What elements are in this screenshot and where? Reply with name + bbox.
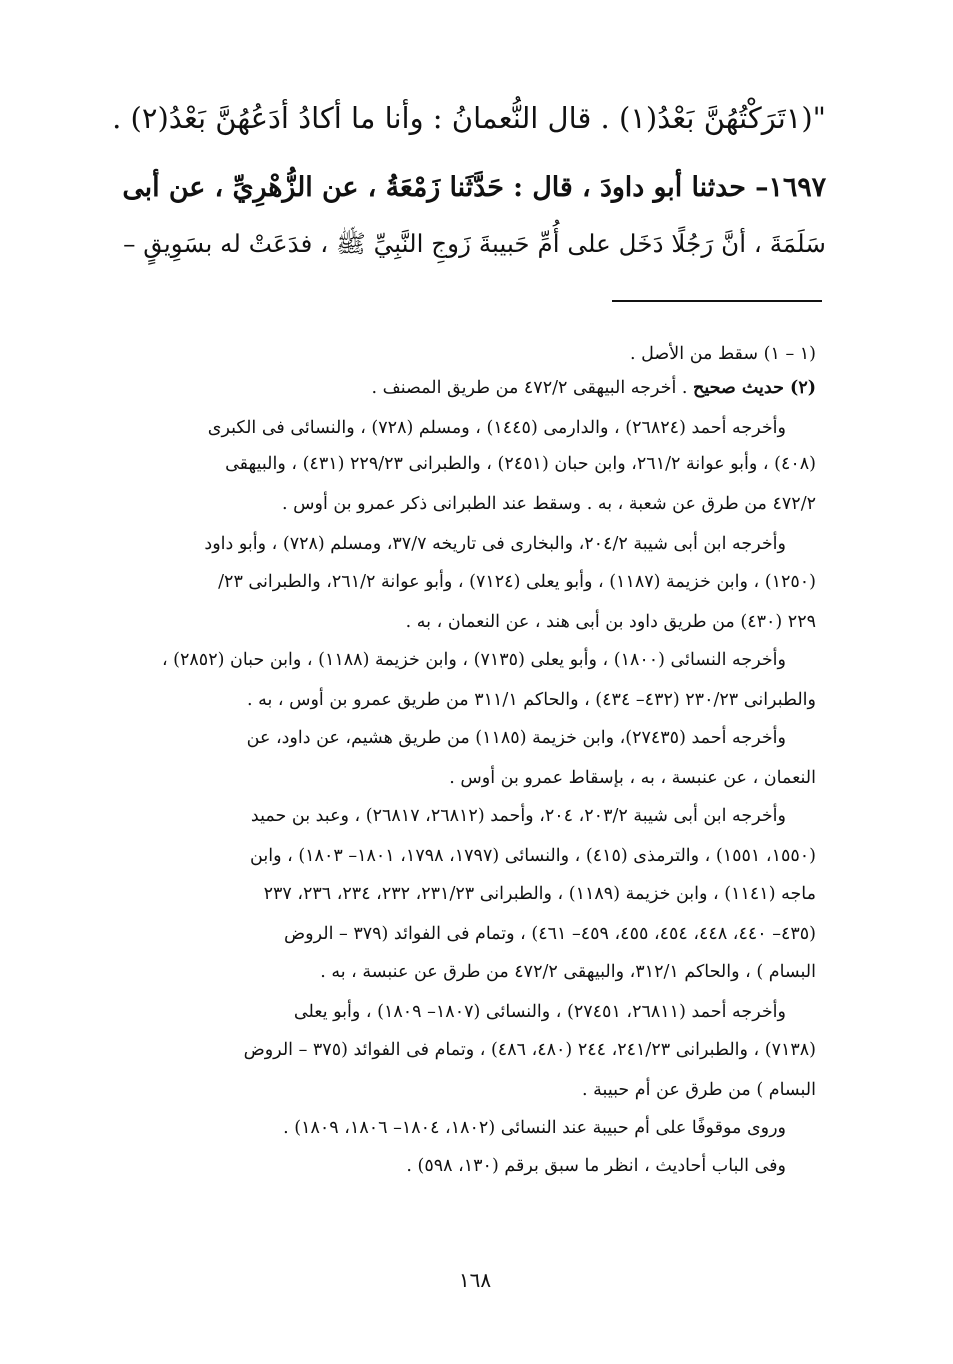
footnote-line: وروى موقوفًا على أم حبيبة عند النسائى (١٨٠٢، ١٨٠٤– ١٨٠٦، ١٨٠٩) . (283, 1118, 786, 1138)
footnote-line: وفى الباب أحاديث ، انظر ما سبق برقم (١٣٠، ٥٩٨) . (406, 1156, 786, 1176)
footnote-line: وأخرجه النسائى (١٨٠٠) ، وأبو يعلى (٧١٣٥) ، وابن خزيمة (١١٨٨) ، وابن حبان (٢٨٥٢) ، (161, 650, 786, 670)
footnote-line: (٤٠٨) ، وأبو عوانة ٢٦١/٢، وابن حبان (٢٤٥١) ، والطبرانى ٢٢٩/٢٣ (٤٣١) ، والبيهقى (225, 454, 816, 474)
footnote-line: وأخرجه ابن أبى شيبة ٢٠٤/٢، والبخارى فى تاريخه ٣٧/٧، ومسلم (٧٢٨) ، وأبو داود (204, 534, 786, 554)
footnote-2 (100, 376, 816, 400)
footnote-line: النعمان ، عن عنبسة ، به ، بإسقاط عمرو بن أوس . (449, 768, 816, 788)
main-text-line-1: "(١تَرَكْتُهُنَّ بَعْدُ(١) . قال النُّعمانُ : وأنا ما أكادُ أدَعُهُنَّ بَعْدُ(٢) . (112, 101, 826, 135)
footnote-line: البسام ) من طرق عن أم حبيبة . (582, 1080, 816, 1100)
footnote-line: ٤٧٢/٢ من طرق عن شعبة ، به . وسقط عند الطبرانى ذكر عمرو بن أوس . (282, 494, 816, 514)
footnote-line: ماجه (١١٤١) ، وابن خزيمة (١١٨٩) ، والطبرانى ٢٣١/٢٣، ٢٣٢، ٢٣٤، ٢٣٦، ٢٣٧ (263, 884, 816, 904)
footnote-line: البسام ) ، والحاكم ٣١٢/١، والبيهقى ٤٧٢/٢ من طرق عن عنبسة ، به . (320, 962, 816, 982)
footnote-line: ٢٢٩ (٤٣٠) من طريق داود بن أبى هند ، عن النعمان ، به . (405, 612, 816, 632)
footnote-line: (٤٣٥– ٤٤٠، ٤٤٨، ٤٥٤، ٤٥٥، ٤٥٩– ٤٦١) ، وتمام فى الفوائد (٣٧٩ – الروض (283, 924, 816, 944)
footnote-1: (١ – ١) سقط من الأصل . (630, 344, 816, 364)
footnote-line: (١٥٥٠، ١٥٥١) ، والترمذى (٤١٥) ، والنسائى (١٧٩٧، ١٧٩٨، ١٨٠١– ١٨٠٣) ، وابن (250, 846, 816, 866)
main-text-line-3: سَلَمَةَ ، أنَّ رَجُلًا دَخَل على أُمِّ حَبيبةَ زَوجِ النَّبِيِّ ﷺ ، فدَعَتْ له بسَوِيقٍ – (123, 229, 826, 258)
hadith-text-start: حدثنا أبو داودَ ، قال : حَدَّثَنا زَمْعَةُ ، عن الزُّهْرِيِّ ، عن أبى (122, 172, 756, 203)
footnote-line: وأخرجه أحمد (٢٦٨٢٤) ، والدارمى (١٤٤٥) ، ومسلم (٧٢٨) ، والنسائى فى الكبرى (207, 418, 786, 438)
footnote-line: وأخرجه أحمد (٢٦٨١١، ٢٧٤٥١) ، والنسائى (١٨٠٧– ١٨٠٩) ، وأبو يعلى (293, 1002, 786, 1022)
footnote-line: وأخرجه أحمد (٢٧٤٣٥)، وابن خزيمة (١١٨٥) من طريق هشيم، عن داود، عن (246, 728, 786, 748)
main-text-line-2 (108, 162, 826, 214)
page-number: ١٦٨ (458, 1268, 492, 1292)
footnote-2-text: . أخرجه البيهقى ٤٧٢/٢ من طريق المصنف . (371, 378, 688, 398)
footnote-line: (١٢٥٠) ، وابن خزيمة (١١٨٧) ، وأبو يعلى (٧١٢٤) ، وأبو عوانة ٢٦١/٢، والطبرانى ٢٣/ (218, 572, 816, 592)
footnote-line: (٧١٣٨) ، والطبرانى ٢٤١/٢٣، ٢٤٤ (٤٨٠، ٤٨٦) ، وتمام فى الفوائد (٣٧٥ – الروض (243, 1040, 816, 1060)
footnote-line: وأخرجه ابن أبى شيبة ٢٠٣/٢، ٢٠٤، وأحمد (٢٦٨١٢، ٢٦٨١٧) ، وعبد بن حميد (250, 806, 786, 826)
footnote-separator (612, 300, 822, 302)
footnote-2-grade: (٢) حديث صحيح (693, 378, 816, 398)
footnote-line: والطبرانى ٢٣٠/٢٣ (٤٣٢– ٤٣٤) ، والحاكم ٣١١/١ من طريق عمرو بن أوس ، به . (246, 690, 816, 710)
hadith-number: ١٦٩٧– (755, 172, 826, 203)
